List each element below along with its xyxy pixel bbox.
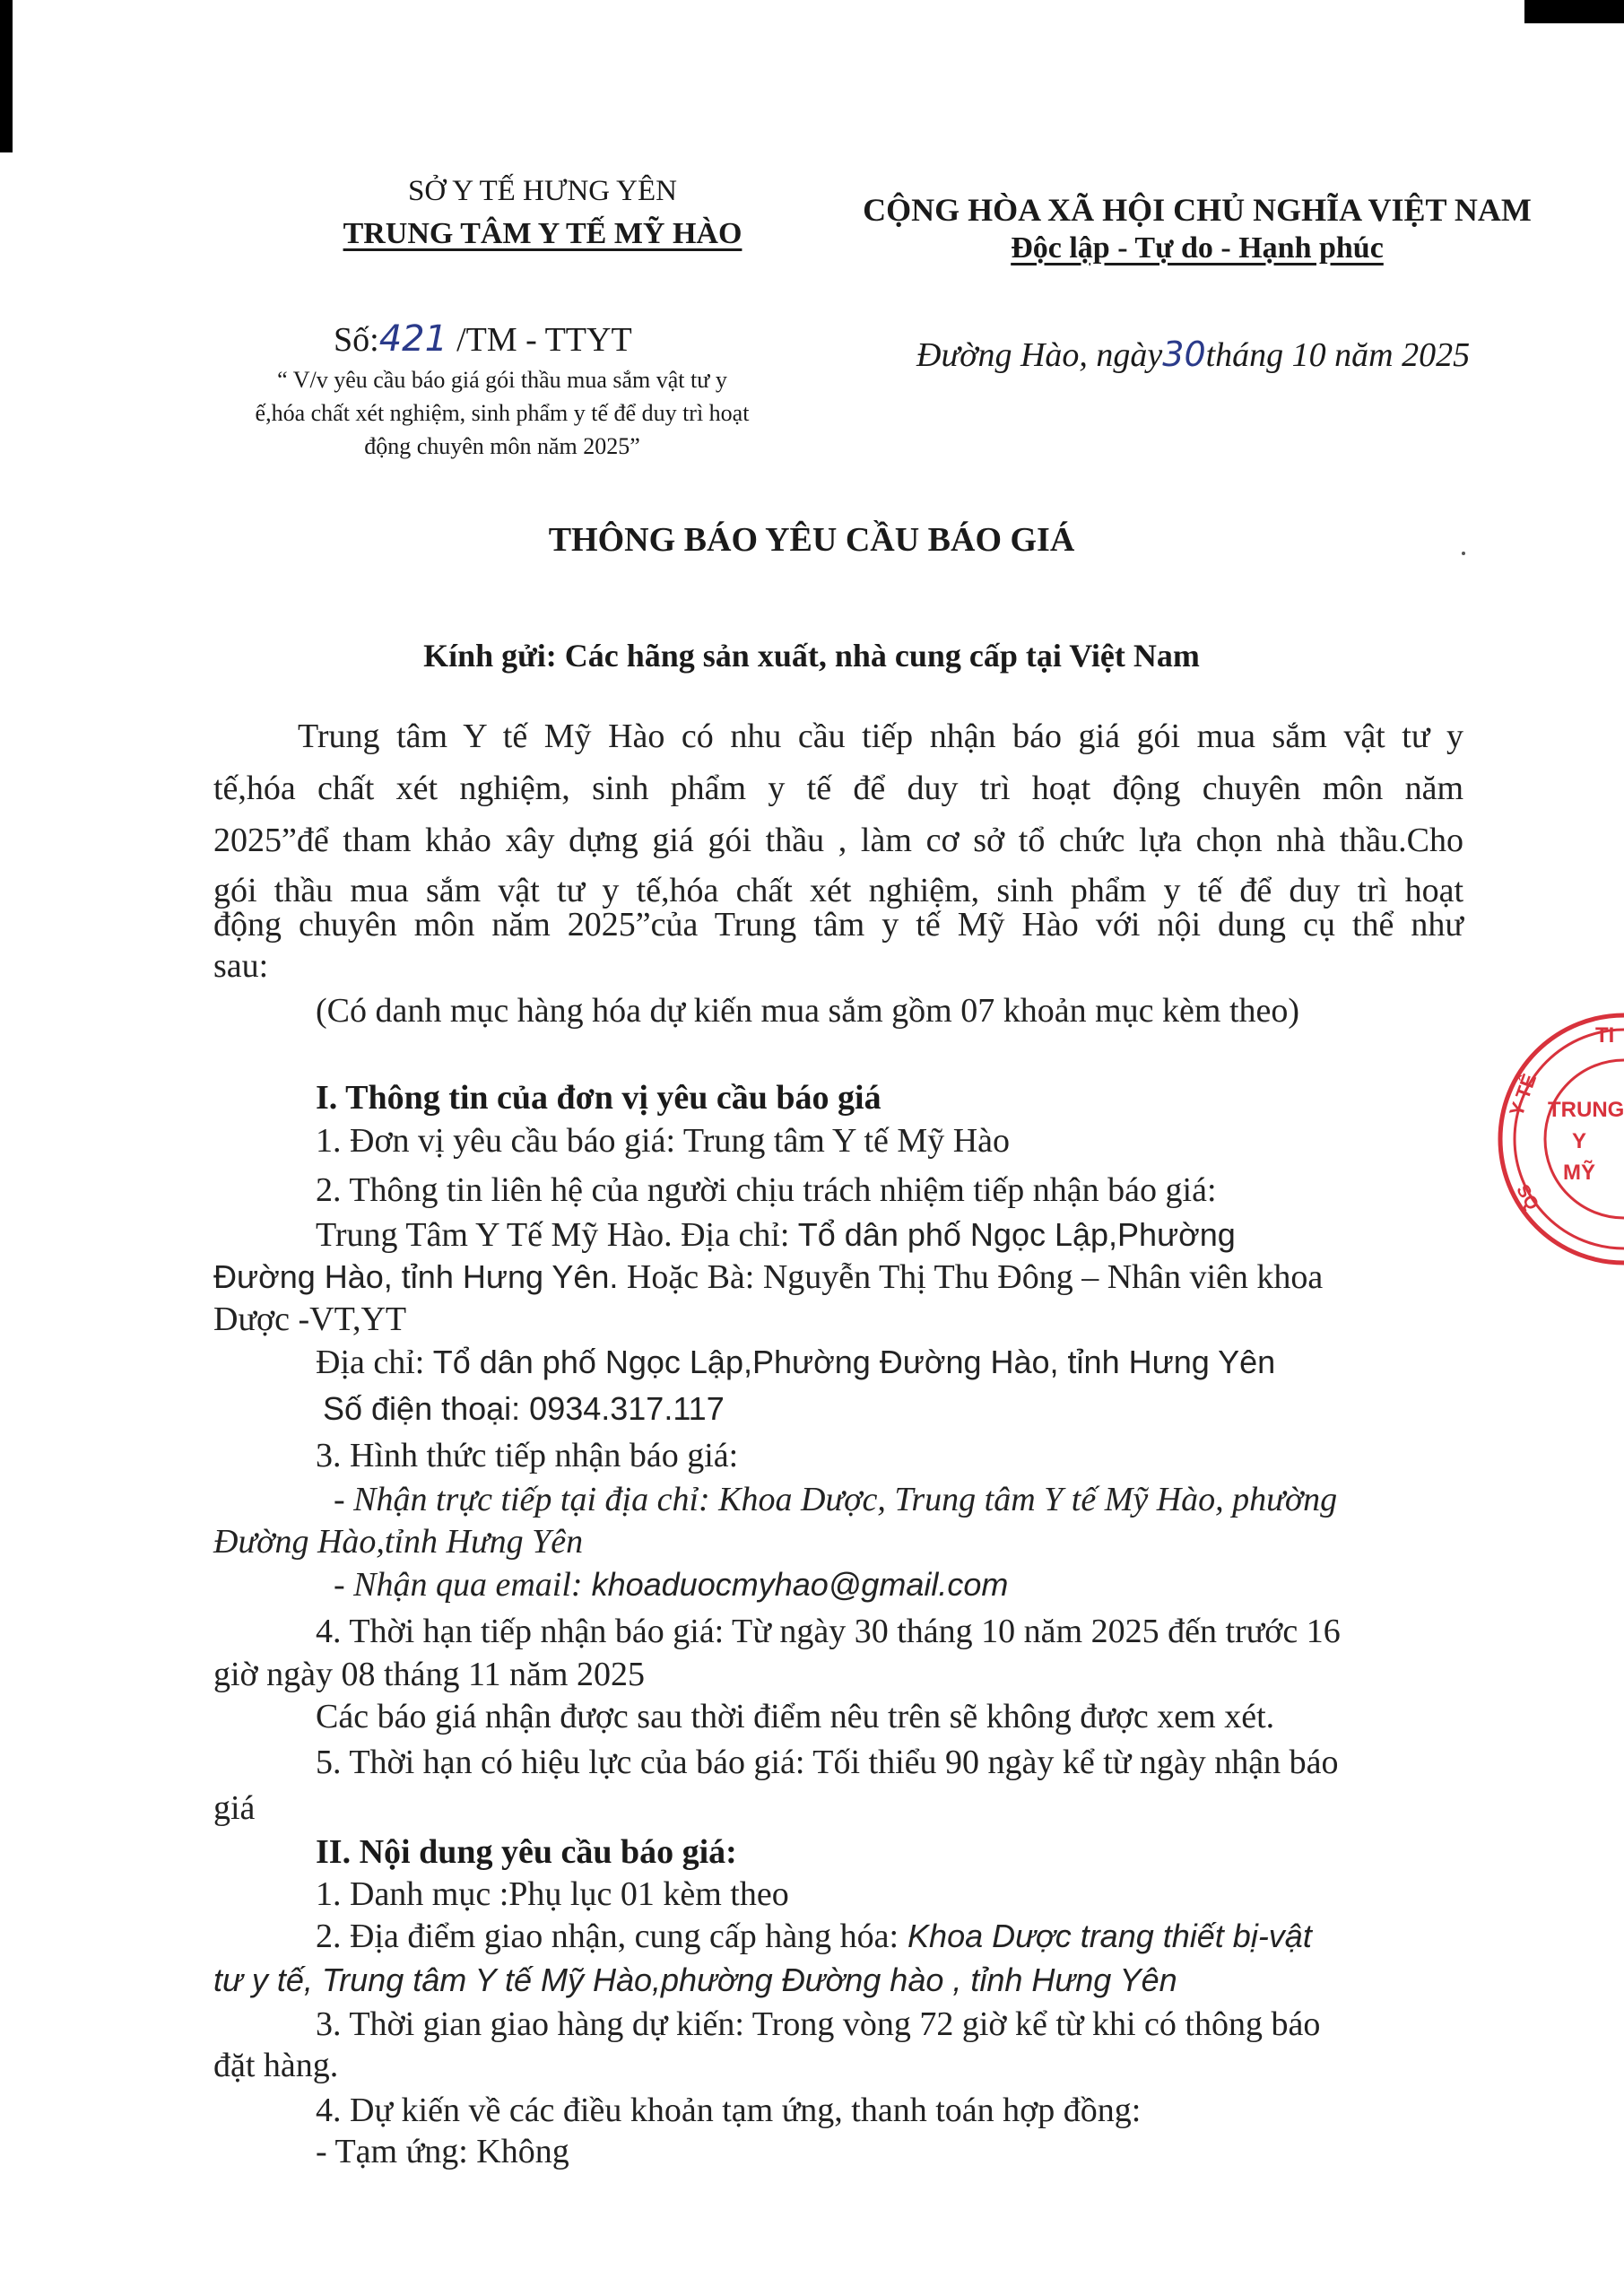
intro-line-1: Trung tâm Y tế Mỹ Hào có nhu cầu tiếp nhận báo giá gói mua sắm vật tư y bbox=[298, 718, 1463, 755]
address-value: Tổ dân phố Ngọc Lập,Phường Đường Hào, tỉnh Hưng Yên bbox=[424, 1344, 1276, 1380]
email-address: khoaduocmyhao@gmail.com bbox=[582, 1566, 1009, 1603]
recipient-line: Kính gửi: Các hãng sản xuất, nhà cung cấp tại Việt Nam bbox=[423, 638, 1200, 674]
intro-line-2: tế,hóa chất xét nghiệm, sinh phẩm y tế để duy trì hoạt động chuyên môn năm bbox=[213, 770, 1463, 807]
center-name: TRUNG TÂM Y TẾ MỸ HÀO bbox=[343, 217, 743, 250]
stamp-center-line-1: TRUNG bbox=[1548, 1098, 1624, 1122]
delivery-place-label: 2. Địa điểm giao nhận, cung cấp hàng hóa: bbox=[316, 1918, 899, 1955]
contact-line-2-sans: Đường Hào, tỉnh Hưng Yên. bbox=[213, 1258, 619, 1295]
intro-line-4: gói thầu mua sắm vật tư y tế,hóa chất xét nghiệm, sinh phẩm y tế để duy trì hoạt bbox=[213, 872, 1463, 909]
subject-line-1: “ V/v yêu cầu báo giá gói thầu mua sắm vật tư y bbox=[277, 367, 727, 393]
stamp-center-line-3: MỸ bbox=[1563, 1161, 1595, 1185]
motto: Độc lập - Tự do - Hạnh phúc bbox=[1011, 231, 1384, 265]
subject-line-2: ế,hóa chất xét nghiệm, sinh phẩm y tế để duy trì hoạt bbox=[255, 400, 750, 426]
receive-direct-line-1: - Nhận trực tiếp tại địa chỉ: Khoa Dược, Trung tâm Y tế Mỹ Hào, phường bbox=[334, 1481, 1338, 1518]
document-title: THÔNG BÁO YÊU CẦU BÁO GIÁ bbox=[548, 521, 1075, 559]
stamp-center-line-2: Y bbox=[1572, 1129, 1587, 1153]
date-suffix: tháng 10 năm 2025 bbox=[1205, 336, 1471, 374]
department-name: SỞ Y TẾ HƯNG YÊN bbox=[408, 175, 677, 207]
intro-line-5: động chuyên môn năm 2025”của Trung tâm y tế Mỹ Hào với nội dung cụ thể như bbox=[213, 906, 1463, 944]
number-handwritten: 421 bbox=[378, 318, 448, 360]
intro-attachment-note: (Có danh mục hàng hóa dự kiến mua sắm gồm 07 khoản mục kèm theo) bbox=[316, 992, 1300, 1030]
section-2-item-3-line-1: 3. Thời gian giao hàng dự kiến: Trong vòng 72 giờ kể từ khi có thông báo bbox=[316, 2005, 1321, 2043]
delivery-place-value: Khoa Dược trang thiết bị-vật bbox=[899, 1918, 1312, 1954]
section-1-item-3: 3. Hình thức tiếp nhận báo giá: bbox=[316, 1437, 739, 1474]
section-2-item-2-line-1 bbox=[316, 1919, 1312, 1953]
section-1-item-4-line-2: giờ ngày 08 tháng 11 năm 2025 bbox=[213, 1656, 645, 1693]
section-2-heading: II. Nội dung yêu cầu báo giá: bbox=[316, 1833, 737, 1871]
contact-line-2-serif: Hoặc Bà: Nguyễn Thị Thu Đông – Nhân viên khoa bbox=[618, 1258, 1324, 1296]
nation-name: CỘNG HÒA XÃ HỘI CHỦ NGHĨA VIỆT NAM bbox=[863, 192, 1532, 228]
official-stamp bbox=[1489, 1004, 1624, 1274]
section-2-item-4-advance: - Tạm ứng: Không bbox=[316, 2133, 569, 2170]
stamp-ring-left: Y TẾ bbox=[1505, 1070, 1541, 1119]
section-1-item-4-line-1: 4. Thời hạn tiếp nhận báo giá: Từ ngày 30 tháng 10 năm 2025 đến trước 16 bbox=[316, 1613, 1341, 1650]
section-1-item-5-line-2: giá bbox=[213, 1789, 256, 1827]
stamp-ring-bottom: SQ bbox=[1512, 1181, 1542, 1214]
section-2-item-4: 4. Dự kiến về các điều khoản tạm ứng, thanh toán hợp đồng: bbox=[316, 2092, 1142, 2129]
section-1-item-2: 2. Thông tin liên hệ của người chịu trách nhiệm tiếp nhận báo giá: bbox=[316, 1171, 1217, 1209]
section-1-item-1: 1. Đơn vị yêu cầu báo giá: Trung tâm Y tế Mỹ Hào bbox=[316, 1122, 1011, 1160]
phone-line: Số điện thoại: 0934.317.117 bbox=[323, 1390, 725, 1427]
contact-line-2 bbox=[213, 1260, 1323, 1294]
scan-edge-top-right bbox=[1524, 0, 1624, 23]
intro-line-6: sau: bbox=[213, 947, 269, 985]
address-line bbox=[316, 1345, 1275, 1379]
section-1-heading: I. Thông tin của đơn vị yêu cầu báo giá bbox=[316, 1079, 881, 1117]
date-day-handwritten: 30 bbox=[1162, 335, 1206, 374]
email-label: - Nhận qua email: bbox=[334, 1566, 583, 1604]
stamp-ring-top: TI bbox=[1595, 1023, 1615, 1048]
section-1-item-4-line-3: Các báo giá nhận được sau thời điểm nêu trên sẽ không được xem xét. bbox=[316, 1698, 1275, 1735]
contact-line-1 bbox=[316, 1218, 1236, 1252]
scan-edge-top-left bbox=[0, 0, 13, 152]
subject-line-3: động chuyên môn năm 2025” bbox=[364, 433, 640, 459]
number-suffix: /TM - TTYT bbox=[456, 321, 632, 359]
receive-direct-line-2: Đường Hào,tỉnh Hưng Yên bbox=[213, 1523, 584, 1561]
receive-email-line bbox=[334, 1568, 1008, 1602]
contact-line-1-serif: Trung Tâm Y Tế Mỹ Hào. Địa chỉ: bbox=[316, 1216, 790, 1254]
section-1-item-5-line-1: 5. Thời hạn có hiệu lực của báo giá: Tối thiểu 90 ngày kể từ ngày nhận báo bbox=[316, 1744, 1339, 1781]
section-2-item-3-line-2: đặt hàng. bbox=[213, 2047, 339, 2084]
contact-line-3: Dược -VT,YT bbox=[213, 1300, 407, 1338]
number-prefix: Số: bbox=[334, 321, 379, 359]
section-2-item-1: 1. Danh mục :Phụ lục 01 kèm theo bbox=[316, 1875, 789, 1913]
document-number bbox=[334, 318, 632, 360]
address-label: Địa chỉ: bbox=[316, 1344, 425, 1381]
contact-line-1-sans: Tổ dân phố Ngọc Lập,Phường bbox=[789, 1216, 1236, 1253]
section-2-item-2-line-2: tư y tế, Trung tâm Y tế Mỹ Hào,phường Đường hào , tỉnh Hưng Yên bbox=[213, 1961, 1177, 1998]
date-prefix: Đường Hào, ngày bbox=[916, 336, 1163, 374]
intro-line-3: 2025”để tham khảo xây dựng giá gói thầu , làm cơ sở tổ chức lựa chọn nhà thầu.Cho bbox=[213, 822, 1463, 859]
issue-date bbox=[916, 335, 1470, 375]
scan-speck bbox=[1462, 552, 1465, 555]
